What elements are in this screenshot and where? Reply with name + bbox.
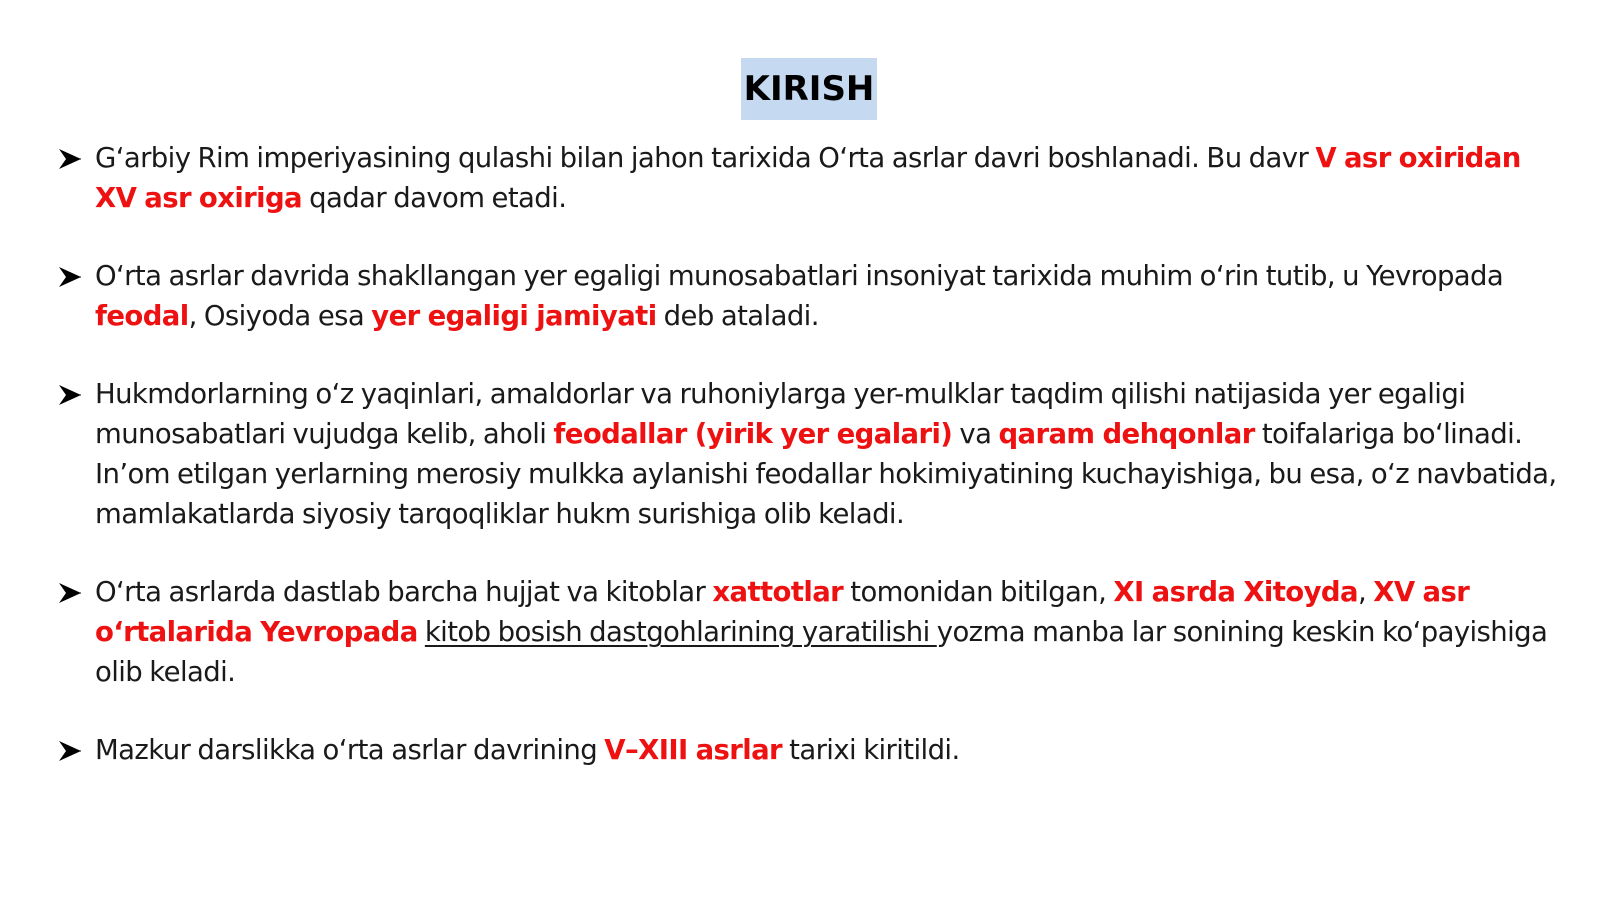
text-segment: , bbox=[1357, 576, 1374, 608]
text-segment: va bbox=[952, 418, 999, 450]
text-segment: tarixi kiritildi. bbox=[782, 734, 960, 766]
text-segment: G‘arbiy Rim imperiyasining qulashi bilan jahon tarixida O‘rta asrlar davri boshlanadi. Bu davr bbox=[95, 142, 1316, 174]
text-segment: , Osiyoda esa bbox=[188, 300, 372, 332]
text-segment: qadar davom etadi. bbox=[302, 182, 567, 214]
highlighted-term: feodal bbox=[95, 300, 189, 332]
bullet-text bbox=[95, 374, 1558, 534]
bullet-text bbox=[95, 572, 1558, 692]
bullet-text bbox=[95, 138, 1558, 218]
bullet-item bbox=[58, 256, 1558, 336]
text-segment: toifalariga bo‘linadi. In’om etilgan yerlarning merosiy mulkka aylanishi feodallar hokimiyatining kuchayishiga, bu esa, o‘z navbatida, mamlakatlarda siyosiy tarqoqliklar hukm surishiga olib keladi. bbox=[95, 418, 1557, 530]
bullet-item bbox=[58, 374, 1558, 534]
arrowhead-bullet-icon bbox=[58, 138, 95, 178]
arrowhead-bullet-icon bbox=[58, 572, 95, 612]
highlighted-term: feodallar (yirik yer egalari) bbox=[553, 418, 953, 450]
text-segment: O‘rta asrlar davrida shakllangan yer egaligi munosabatlari insoniyat tarixida muhim o‘rin tutib, u Yevropada bbox=[95, 260, 1504, 292]
text-segment bbox=[418, 616, 425, 648]
bullet-item bbox=[58, 730, 1558, 770]
text-segment: deb ataladi. bbox=[656, 300, 819, 332]
title-box bbox=[741, 58, 877, 120]
text-segment: tomonidan bitilgan, bbox=[843, 576, 1114, 608]
arrowhead-bullet-icon bbox=[58, 256, 95, 296]
text-segment: yozma manba lar sonining keskin ko‘payishiga olib keladi. bbox=[95, 616, 1548, 688]
bullet-list bbox=[58, 138, 1558, 808]
bullet-text bbox=[95, 730, 1558, 770]
text-segment: O‘rta asrlarda dastlab barcha hujjat va kitoblar bbox=[95, 576, 713, 608]
bullet-text bbox=[95, 256, 1558, 336]
text-segment: Mazkur darslikka o‘rta asrlar davrining bbox=[95, 734, 605, 766]
text-segment: Hukmdorlarning o‘z yaqinlari, amaldorlar va ruhoniylarga yer-mulklar taqdim qilishi natijasida yer egaligi munosabatlari vujudga kelib, aholi bbox=[95, 378, 1466, 450]
highlighted-term: xattotlar bbox=[712, 576, 844, 608]
highlighted-term: V asr oxiridan XV asr oxiriga bbox=[95, 142, 1521, 214]
slide-title: KIRISH bbox=[743, 69, 875, 109]
highlighted-term: V–XIII asrlar bbox=[604, 734, 783, 766]
highlighted-term: qaram dehqonlar bbox=[998, 418, 1255, 450]
highlighted-term: XV asr o‘rtalarida Yevropada bbox=[95, 576, 1470, 648]
highlighted-term: yer egaligi jamiyati bbox=[371, 300, 657, 332]
bullet-item bbox=[58, 138, 1558, 218]
underlined-phrase: kitob bosish dastgohlarining yaratilishi bbox=[424, 616, 937, 648]
bullet-item bbox=[58, 572, 1558, 692]
arrowhead-bullet-icon bbox=[58, 374, 95, 414]
highlighted-term: XI asrda Xitoyda bbox=[1113, 576, 1358, 608]
arrowhead-bullet-icon bbox=[58, 730, 95, 770]
